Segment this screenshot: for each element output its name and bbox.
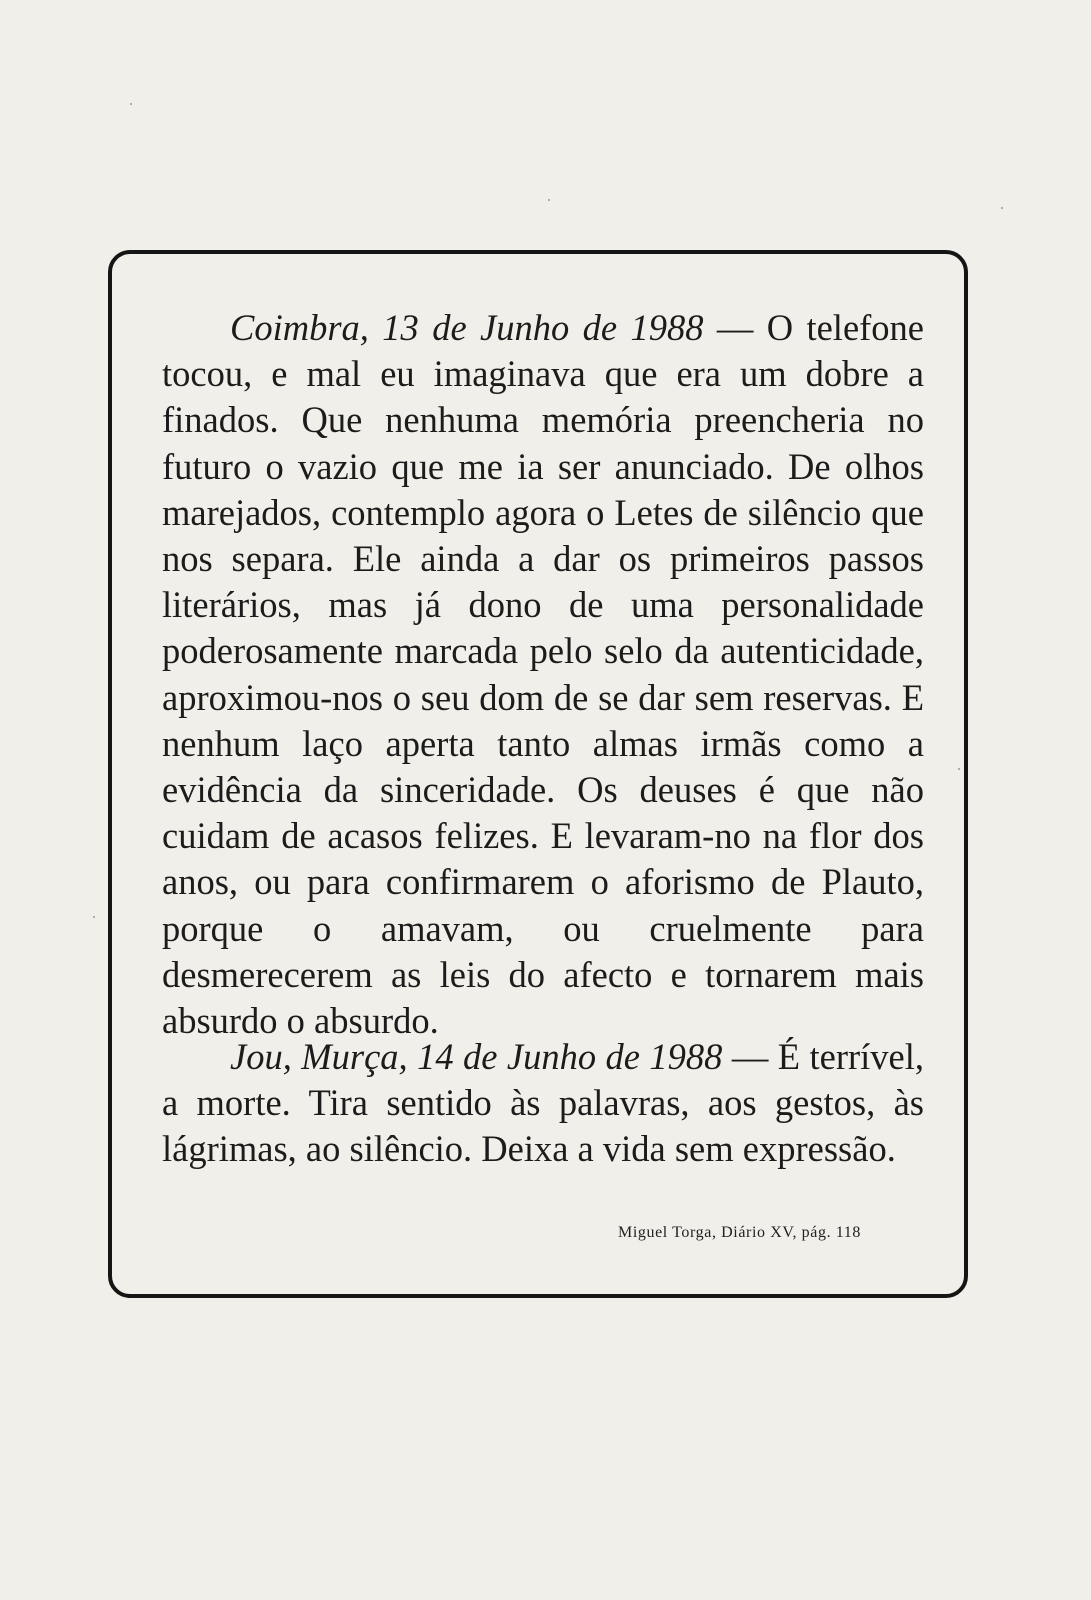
diary-entry-2 — [162, 1034, 924, 1173]
source-citation: Miguel Torga, Diário XV, pág. 118 — [618, 1224, 861, 1241]
entry-paragraph — [162, 305, 924, 1044]
diary-entry-1 — [162, 305, 924, 1044]
entry-place-date: Jou, Murça, 14 de Junho de 1988 — [230, 1036, 723, 1077]
entry-text: O telefone tocou, e mal eu imaginava que era um dobre a finados. Que nenhuma memória preencheria no futuro o vazio que me ia ser anunciado. De olhos marejados, contemplo agora o Letes de silêncio que nos separa. Ele ainda a dar os primeiros passos literários, mas já dono de uma personalidade poderosamente marcada pelo selo da autenticidade, aproximou-nos o seu dom de se dar sem reservas. E nenhum laço aperta tanto almas irmãs como a evidência da sinceridade. Os deuses é que não cuidam de acasos felizes. E levaram-no na flor dos anos, ou para confirmarem o aforismo de Plauto, porque o amavam, ou cruelmente para desmerecerem as leis do afecto e tornarem mais absurdo o absurdo. — [162, 307, 924, 1042]
entry-separator: — — [703, 307, 767, 348]
paper-speck — [93, 916, 95, 918]
paper-speck — [548, 199, 550, 201]
paper-speck — [1001, 207, 1003, 209]
paper-speck — [130, 103, 132, 105]
entry-separator: — — [722, 1036, 778, 1077]
entry-paragraph — [162, 1034, 924, 1173]
entry-text: É terrível, a morte. Tira sentido às palavras, aos gestos, às lágrimas, ao silêncio. Deixa a vida sem expressão. — [162, 1036, 924, 1170]
entry-place-date: Coimbra, 13 de Junho de 1988 — [230, 307, 704, 348]
